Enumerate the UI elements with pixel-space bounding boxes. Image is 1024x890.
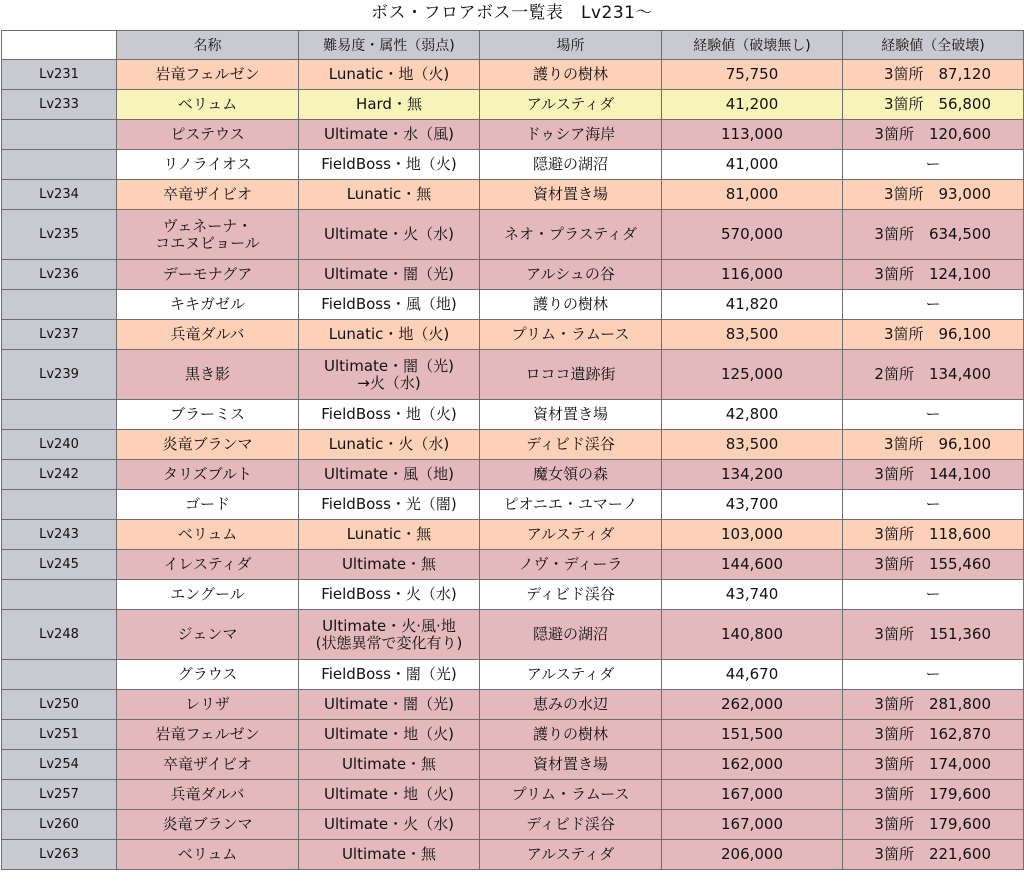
place-cell: プリム・ラムース <box>480 320 662 350</box>
place-cell: アルスティダ <box>480 660 662 690</box>
level-cell: Lv250 <box>2 690 117 720</box>
boss-name-cell: ジェンマ <box>117 610 299 660</box>
exp-full-cell: 3箇所 634,500 <box>843 210 1024 260</box>
boss-name-cell: ピステウス <box>117 120 299 150</box>
place-cell: 隠避の湖沼 <box>480 610 662 660</box>
exp-full-cell: 3箇所 120,600 <box>843 120 1024 150</box>
exp-full-cell: ー <box>843 400 1024 430</box>
place-cell: 護りの樹林 <box>480 720 662 750</box>
exp-full-cell: ー <box>843 490 1024 520</box>
place-cell: アルスティダ <box>480 840 662 870</box>
table-row <box>2 400 1024 430</box>
boss-name-cell: 炎竜ブランマ <box>117 430 299 460</box>
table-row <box>2 610 1024 660</box>
difficulty-cell: Ultimate・闇（光) <box>299 690 480 720</box>
level-cell <box>2 490 117 520</box>
exp-cell: 42,800 <box>662 400 843 430</box>
place-cell: 護りの樹林 <box>480 290 662 320</box>
boss-name-cell: ブラーミス <box>117 400 299 430</box>
place-cell: ディビド渓谷 <box>480 430 662 460</box>
place-cell: ノヴ・ディーラ <box>480 550 662 580</box>
table-row <box>2 260 1024 290</box>
exp-full-cell: 3箇所 221,600 <box>843 840 1024 870</box>
difficulty-cell: Ultimate・無 <box>299 840 480 870</box>
difficulty-cell: Ultimate・水（風) <box>299 120 480 150</box>
exp-cell: 41,200 <box>662 90 843 120</box>
difficulty-cell: FieldBoss・火（水) <box>299 580 480 610</box>
exp-full-cell: 3箇所 56,800 <box>843 90 1024 120</box>
exp-full-cell: ー <box>843 150 1024 180</box>
difficulty-cell: Lunatic・火（水) <box>299 430 480 460</box>
table-row <box>2 150 1024 180</box>
difficulty-cell: Ultimate・闇（光) →火（水) <box>299 350 480 400</box>
place-cell: 資材置き場 <box>480 180 662 210</box>
place-cell: ピオニエ・ユマーノ <box>480 490 662 520</box>
level-cell <box>2 120 117 150</box>
table-row <box>2 120 1024 150</box>
exp-cell: 206,000 <box>662 840 843 870</box>
exp-cell: 116,000 <box>662 260 843 290</box>
table-row <box>2 430 1024 460</box>
exp-full-cell: ー <box>843 580 1024 610</box>
table-row <box>2 210 1024 260</box>
exp-full-cell: 3箇所 144,100 <box>843 460 1024 490</box>
boss-name-cell: タリズブルト <box>117 460 299 490</box>
table-row <box>2 550 1024 580</box>
boss-name-cell: デーモナグア <box>117 260 299 290</box>
place-cell: アルシュの谷 <box>480 260 662 290</box>
exp-cell: 81,000 <box>662 180 843 210</box>
table-row <box>2 290 1024 320</box>
level-cell: Lv233 <box>2 90 117 120</box>
boss-name-cell: リノライオス <box>117 150 299 180</box>
exp-full-cell: 3箇所 87,120 <box>843 60 1024 90</box>
difficulty-cell: FieldBoss・地（火) <box>299 150 480 180</box>
table-row <box>2 690 1024 720</box>
table-row <box>2 750 1024 780</box>
exp-cell: 262,000 <box>662 690 843 720</box>
header-place: 場所 <box>480 31 662 60</box>
exp-cell: 144,600 <box>662 550 843 580</box>
level-cell <box>2 580 117 610</box>
difficulty-cell: Ultimate・無 <box>299 550 480 580</box>
boss-name-cell: エングール <box>117 580 299 610</box>
difficulty-cell: Lunatic・地（火) <box>299 60 480 90</box>
level-cell: Lv260 <box>2 810 117 840</box>
level-cell <box>2 660 117 690</box>
table-row <box>2 780 1024 810</box>
header-row <box>2 31 1024 60</box>
exp-full-cell: 3箇所 151,360 <box>843 610 1024 660</box>
exp-full-cell: 3箇所 281,800 <box>843 690 1024 720</box>
exp-full-cell: 3箇所 96,100 <box>843 430 1024 460</box>
difficulty-cell: Hard・無 <box>299 90 480 120</box>
table-row <box>2 810 1024 840</box>
difficulty-cell: FieldBoss・風（地) <box>299 290 480 320</box>
exp-cell: 43,740 <box>662 580 843 610</box>
difficulty-cell: FieldBoss・闇（光) <box>299 660 480 690</box>
difficulty-cell: Ultimate・火（水) <box>299 810 480 840</box>
level-cell: Lv251 <box>2 720 117 750</box>
boss-table <box>1 30 1024 870</box>
place-cell: 隠避の湖沼 <box>480 150 662 180</box>
level-cell: Lv231 <box>2 60 117 90</box>
exp-full-cell: 3箇所 118,600 <box>843 520 1024 550</box>
place-cell: プリム・ラムース <box>480 780 662 810</box>
level-cell: Lv254 <box>2 750 117 780</box>
boss-name-cell: ヴェネーナ・ コエヌビョール <box>117 210 299 260</box>
level-cell: Lv263 <box>2 840 117 870</box>
header-exp: 経験値（破壊無し) <box>662 31 843 60</box>
table-row <box>2 350 1024 400</box>
page-title: ボス・フロアボス一覧表 Lv231〜 <box>371 3 653 23</box>
place-cell: 魔女領の森 <box>480 460 662 490</box>
difficulty-cell: FieldBoss・地（火) <box>299 400 480 430</box>
place-cell: アルスティダ <box>480 520 662 550</box>
header-name: 名称 <box>117 31 299 60</box>
table-row <box>2 180 1024 210</box>
place-cell: 資材置き場 <box>480 750 662 780</box>
boss-name-cell: 卒竜ザイビオ <box>117 750 299 780</box>
level-cell: Lv239 <box>2 350 117 400</box>
difficulty-cell: Ultimate・風（地) <box>299 460 480 490</box>
place-cell: ディビド渓谷 <box>480 580 662 610</box>
exp-cell: 43,700 <box>662 490 843 520</box>
boss-name-cell: ゴード <box>117 490 299 520</box>
place-cell: ネオ・プラスティダ <box>480 210 662 260</box>
table-row <box>2 490 1024 520</box>
exp-full-cell: 3箇所 96,100 <box>843 320 1024 350</box>
difficulty-cell: Ultimate・地（火) <box>299 720 480 750</box>
table-row <box>2 580 1024 610</box>
boss-name-cell: ベリュム <box>117 840 299 870</box>
header-difficulty: 難易度・属性（弱点) <box>299 31 480 60</box>
exp-full-cell: 3箇所 162,870 <box>843 720 1024 750</box>
exp-cell: 83,500 <box>662 320 843 350</box>
table-row <box>2 520 1024 550</box>
exp-full-cell: 2箇所 134,400 <box>843 350 1024 400</box>
place-cell: 護りの樹林 <box>480 60 662 90</box>
difficulty-cell: Ultimate・闇（光) <box>299 260 480 290</box>
exp-cell: 151,500 <box>662 720 843 750</box>
level-cell <box>2 400 117 430</box>
exp-full-cell: ー <box>843 290 1024 320</box>
boss-name-cell: 黒き影 <box>117 350 299 400</box>
difficulty-cell: FieldBoss・光（闇) <box>299 490 480 520</box>
exp-cell: 41,000 <box>662 150 843 180</box>
boss-name-cell: 岩竜フェルゼン <box>117 60 299 90</box>
exp-cell: 41,820 <box>662 290 843 320</box>
table-row <box>2 660 1024 690</box>
place-cell: ディビド渓谷 <box>480 810 662 840</box>
table-row <box>2 460 1024 490</box>
exp-full-cell: 3箇所 179,600 <box>843 810 1024 840</box>
exp-cell: 162,000 <box>662 750 843 780</box>
level-cell: Lv248 <box>2 610 117 660</box>
level-cell: Lv235 <box>2 210 117 260</box>
difficulty-cell: Ultimate・火（水) <box>299 210 480 260</box>
boss-name-cell: イレスティダ <box>117 550 299 580</box>
exp-cell: 103,000 <box>662 520 843 550</box>
exp-full-cell: 3箇所 174,000 <box>843 750 1024 780</box>
exp-cell: 44,670 <box>662 660 843 690</box>
boss-name-cell: 卒竜ザイビオ <box>117 180 299 210</box>
level-cell <box>2 290 117 320</box>
level-cell: Lv242 <box>2 460 117 490</box>
level-cell: Lv234 <box>2 180 117 210</box>
exp-cell: 140,800 <box>662 610 843 660</box>
level-cell <box>2 150 117 180</box>
level-cell: Lv237 <box>2 320 117 350</box>
exp-cell: 570,000 <box>662 210 843 260</box>
level-cell: Lv243 <box>2 520 117 550</box>
place-cell: ドゥシア海岸 <box>480 120 662 150</box>
exp-cell: 75,750 <box>662 60 843 90</box>
level-cell: Lv257 <box>2 780 117 810</box>
difficulty-cell: Ultimate・火·風·地 (状態異常で変化有り) <box>299 610 480 660</box>
boss-name-cell: グラウス <box>117 660 299 690</box>
place-cell: アルスティダ <box>480 90 662 120</box>
table-row <box>2 840 1024 870</box>
difficulty-cell: Lunatic・無 <box>299 520 480 550</box>
header-exp-full: 経験値（全破壊) <box>843 31 1024 60</box>
boss-name-cell: 岩竜フェルゼン <box>117 720 299 750</box>
exp-cell: 113,000 <box>662 120 843 150</box>
table-row <box>2 320 1024 350</box>
place-cell: 恵みの水辺 <box>480 690 662 720</box>
boss-name-cell: レリザ <box>117 690 299 720</box>
difficulty-cell: Ultimate・無 <box>299 750 480 780</box>
exp-cell: 125,000 <box>662 350 843 400</box>
difficulty-cell: Lunatic・無 <box>299 180 480 210</box>
boss-name-cell: 兵竜ダルバ <box>117 780 299 810</box>
table-row <box>2 60 1024 90</box>
difficulty-cell: Ultimate・地（火) <box>299 780 480 810</box>
exp-full-cell: 3箇所 124,100 <box>843 260 1024 290</box>
exp-full-cell: ー <box>843 660 1024 690</box>
exp-full-cell: 3箇所 155,460 <box>843 550 1024 580</box>
boss-name-cell: ベリュム <box>117 520 299 550</box>
level-cell: Lv240 <box>2 430 117 460</box>
table-body <box>2 60 1024 870</box>
place-cell: 資材置き場 <box>480 400 662 430</box>
boss-name-cell: 炎竜ブランマ <box>117 810 299 840</box>
exp-full-cell: 3箇所 179,600 <box>843 780 1024 810</box>
header-level <box>2 31 117 60</box>
level-cell: Lv236 <box>2 260 117 290</box>
exp-cell: 83,500 <box>662 430 843 460</box>
exp-full-cell: 3箇所 93,000 <box>843 180 1024 210</box>
difficulty-cell: Lunatic・地（火) <box>299 320 480 350</box>
boss-name-cell: ベリュム <box>117 90 299 120</box>
level-cell: Lv245 <box>2 550 117 580</box>
exp-cell: 167,000 <box>662 810 843 840</box>
table-row <box>2 90 1024 120</box>
boss-name-cell: 兵竜ダルバ <box>117 320 299 350</box>
exp-cell: 134,200 <box>662 460 843 490</box>
exp-cell: 167,000 <box>662 780 843 810</box>
place-cell: ロココ遺跡街 <box>480 350 662 400</box>
boss-name-cell: キキガゼル <box>117 290 299 320</box>
table-row <box>2 720 1024 750</box>
